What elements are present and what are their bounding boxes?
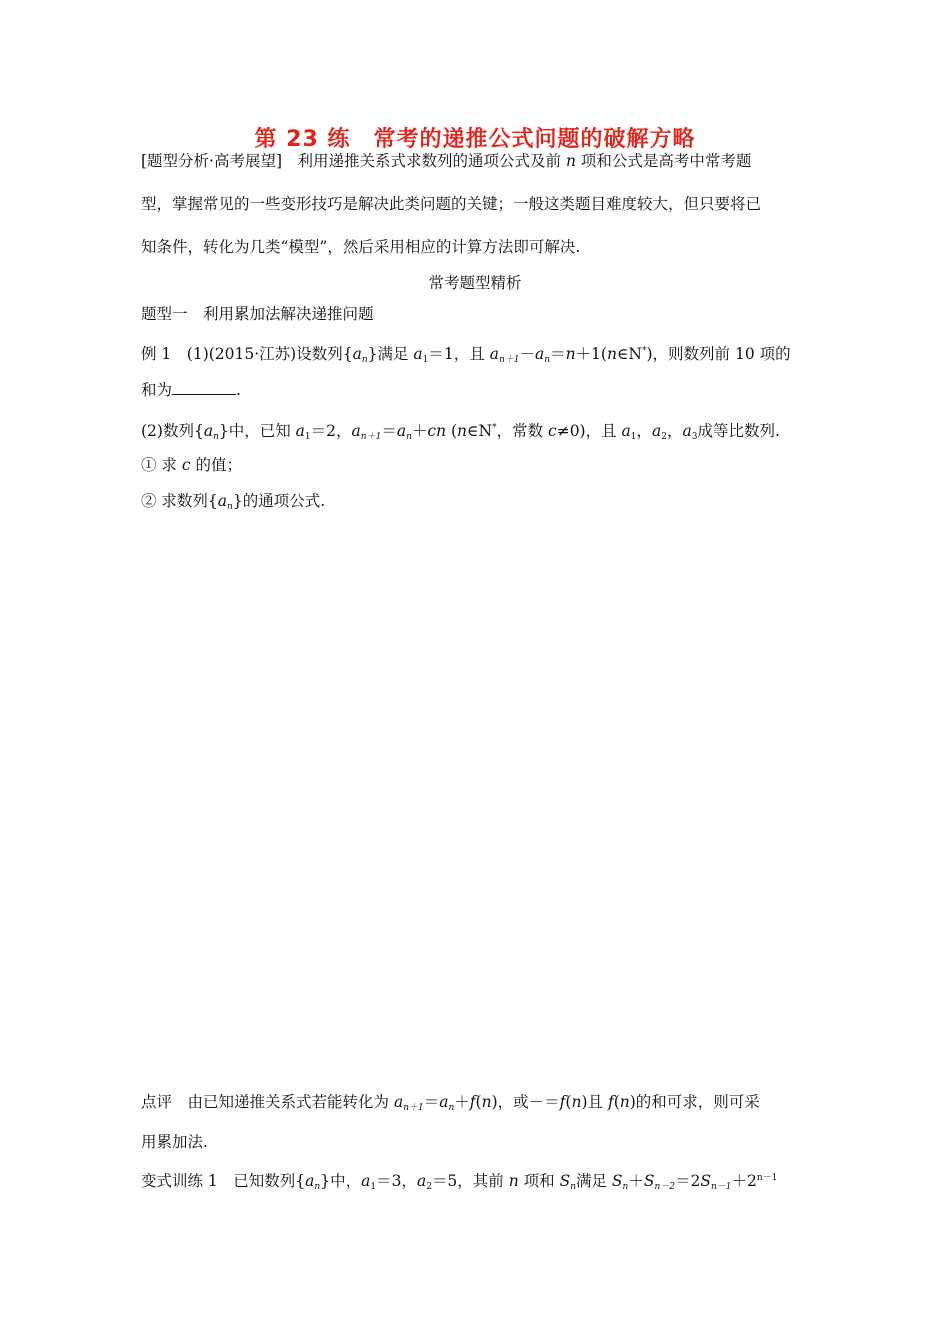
- intro-line-3: 知条件，转化为几类“模型”，然后采用相应的计算方法即可解决.: [141, 238, 581, 256]
- section-heading: 常考题型精析: [428, 274, 522, 292]
- subquestion-2: ② 求数列$\{a_n\}$的通项公式.: [141, 492, 326, 512]
- remark-line-1: 点评 由已知递推关系式若能转化为 $a_{n+1}=a_n+f(n)$，或－＝f(n)且 f(n)的和可求，则可采: [141, 1093, 760, 1113]
- page-title: 第 23 练 常考的递推公式问题的破解方略: [254, 127, 696, 152]
- intro-line-1: [题型分析·高考展望] 利用递推关系式求数列的通项公式及前 n 项和公式是高考中常考题: [141, 152, 752, 170]
- answer-blank: [172, 382, 236, 395]
- example-1-line-1: 例 1 (1)(2015·江苏)设数列$\{a_n\}$满足 $a_1=1$，且 $a_{n+1}-a_n=n+1(n\in N^*)$，则数列前 10 项的: [141, 345, 791, 365]
- intro-tag: [题型分析·高考展望]: [141, 152, 283, 170]
- subquestion-1: ① 求 c 的值；: [141, 456, 242, 474]
- intro-line-2: 型，掌握常见的一些变形技巧是解决此类问题的关键；一般这类题目难度较大，但只要将已: [141, 195, 762, 213]
- example-1-line-2: 和为 .: [141, 381, 241, 399]
- example-1-part-2: (2)数列$\{a_n\}$中，已知 $a_1=2$，$a_{n+1}=a_n+cn$ (n∈N*，常数 c≠0)，且 $a_1$，$a_2$，$a_3$成等比数列.: [141, 422, 780, 442]
- type1-heading: 题型一 利用累加法解决递推问题: [141, 305, 374, 323]
- variant-exercise-1: 变式训练 1 已知数列$\{a_n\}$中，$a_1=3$，$a_2=5$，其前 n 项和 $S_n$满足 $S_n+S_{n-2}=2S_{n-1}+2^{n-1}$: [141, 1172, 778, 1192]
- remark-line-2: 用累加法.: [141, 1133, 208, 1151]
